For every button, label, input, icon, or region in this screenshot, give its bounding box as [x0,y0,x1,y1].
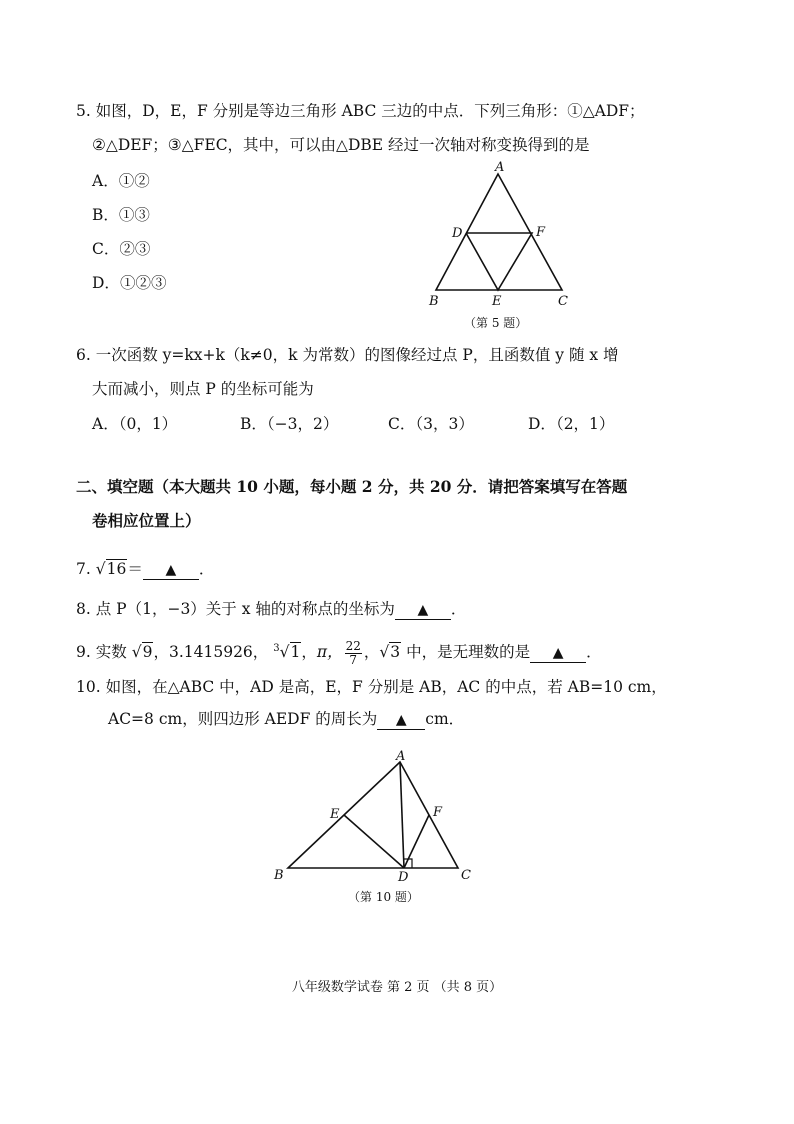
q10-number: 10. [76,678,101,696]
q5-option-c[interactable]: C．②③ [92,240,151,258]
q6-option-b[interactable]: B．（−3，2） [240,415,339,433]
q7: 7. √16＝ ▲ ． [76,560,215,578]
label-c: C [558,294,568,309]
q10-caption: （第 10 题） [348,890,419,904]
q5-number: 5. [76,102,91,120]
q10-line1 [76,676,667,698]
q5-option-d[interactable]: D．①②③ [92,274,167,292]
label-a-q10: A [396,750,406,764]
q8: 8. 点 P（1，−3）关于 x 轴的对称点的坐标为 ▲ ． [76,600,467,618]
q8-text: 点 P（1，−3）关于 x 轴的对称点的坐标为 [95,600,395,618]
q5-line2: ②△DEF；③△FEC，其中，可以由△DBE 经过一次轴对称变换得到的是 [92,136,590,154]
q9-answer-blank[interactable]: ▲ [530,643,586,663]
section2-heading-line1: 二、填空题（本大题共 10 小题，每小题 2 分，共 20 分．请把答案填写在答题 [76,477,628,496]
q6-line1 [76,344,619,366]
q5-text-line1: 如图，D，E，F 分别是等边三角形 ABC 三边的中点．下列三角形：①△ADF； [95,102,645,120]
q6-option-a[interactable]: A．（0，1） [92,415,178,433]
q5-caption: （第 5 题） [464,316,528,330]
q9-sqrt9: √9 [131,643,153,662]
q7-sqrt: √16 [95,560,127,578]
q8-number: 8. [76,600,91,618]
label-b: B [429,294,439,309]
label-e: E [492,294,502,309]
q10-figure [266,750,486,910]
label-d: D [452,226,463,241]
label-b-q10: B [274,868,284,883]
q6-number: 6. [76,346,91,364]
triangle-def [466,233,532,290]
q6-option-d[interactable]: D．（2，1） [528,415,615,433]
altitude-ad [400,762,404,868]
q7-answer-blank[interactable]: ▲ [143,560,199,580]
segment-ed [344,815,404,868]
q9-sqrt3: √3 [379,643,401,662]
label-f: F [536,225,546,240]
q5-option-b[interactable]: B．①③ [92,206,150,224]
label-c-q10: C [461,868,471,883]
label-f-q10: F [433,805,443,820]
page-footer: 八年级数学试卷 第 2 页 （共 8 页） [291,980,503,995]
q6-line2: 大而减小，则点 P 的坐标可能为 [92,380,314,398]
label-d-q10: D [398,870,409,885]
section2-heading-line2: 卷相应位置上） [92,511,201,530]
q7-number: 7. [76,560,91,578]
q5-option-a[interactable]: A．①② [92,172,150,190]
q9-number: 9. [76,643,91,662]
q5-figure [420,160,590,338]
q9: 9. 实数 √9，3.1415926， $^3$√1，π， $\frac{22}{7}$ ，√3 中，是无理数的是 ▲ ． [76,638,602,667]
q10-line2: AC=8 cm，则四边形 AEDF 的周长为 ▲ cm． [108,710,465,728]
q6-option-c[interactable]: C．（3，3） [388,415,474,433]
label-a: A [495,160,505,175]
q9-fraction: $\frac{22}{7}$ [345,638,361,667]
q10-text-line1: 如图，在△ABC 中，AD 是高，E，F 分别是 AB，AC 的中点，若 AB=10 cm， [105,678,667,696]
q8-answer-blank[interactable]: ▲ [395,600,451,620]
q9-cbrt1: $^3$√1 [273,643,301,662]
q5-line1 [76,100,645,122]
segment-df [404,815,429,868]
q6-text-line1: 一次函数 y=kx+k（k≠0，k 为常数）的图像经过点 P，且函数值 y 随 x 增 [95,346,619,364]
q10-answer-blank[interactable]: ▲ [377,710,425,730]
label-e-q10: E [330,807,340,822]
